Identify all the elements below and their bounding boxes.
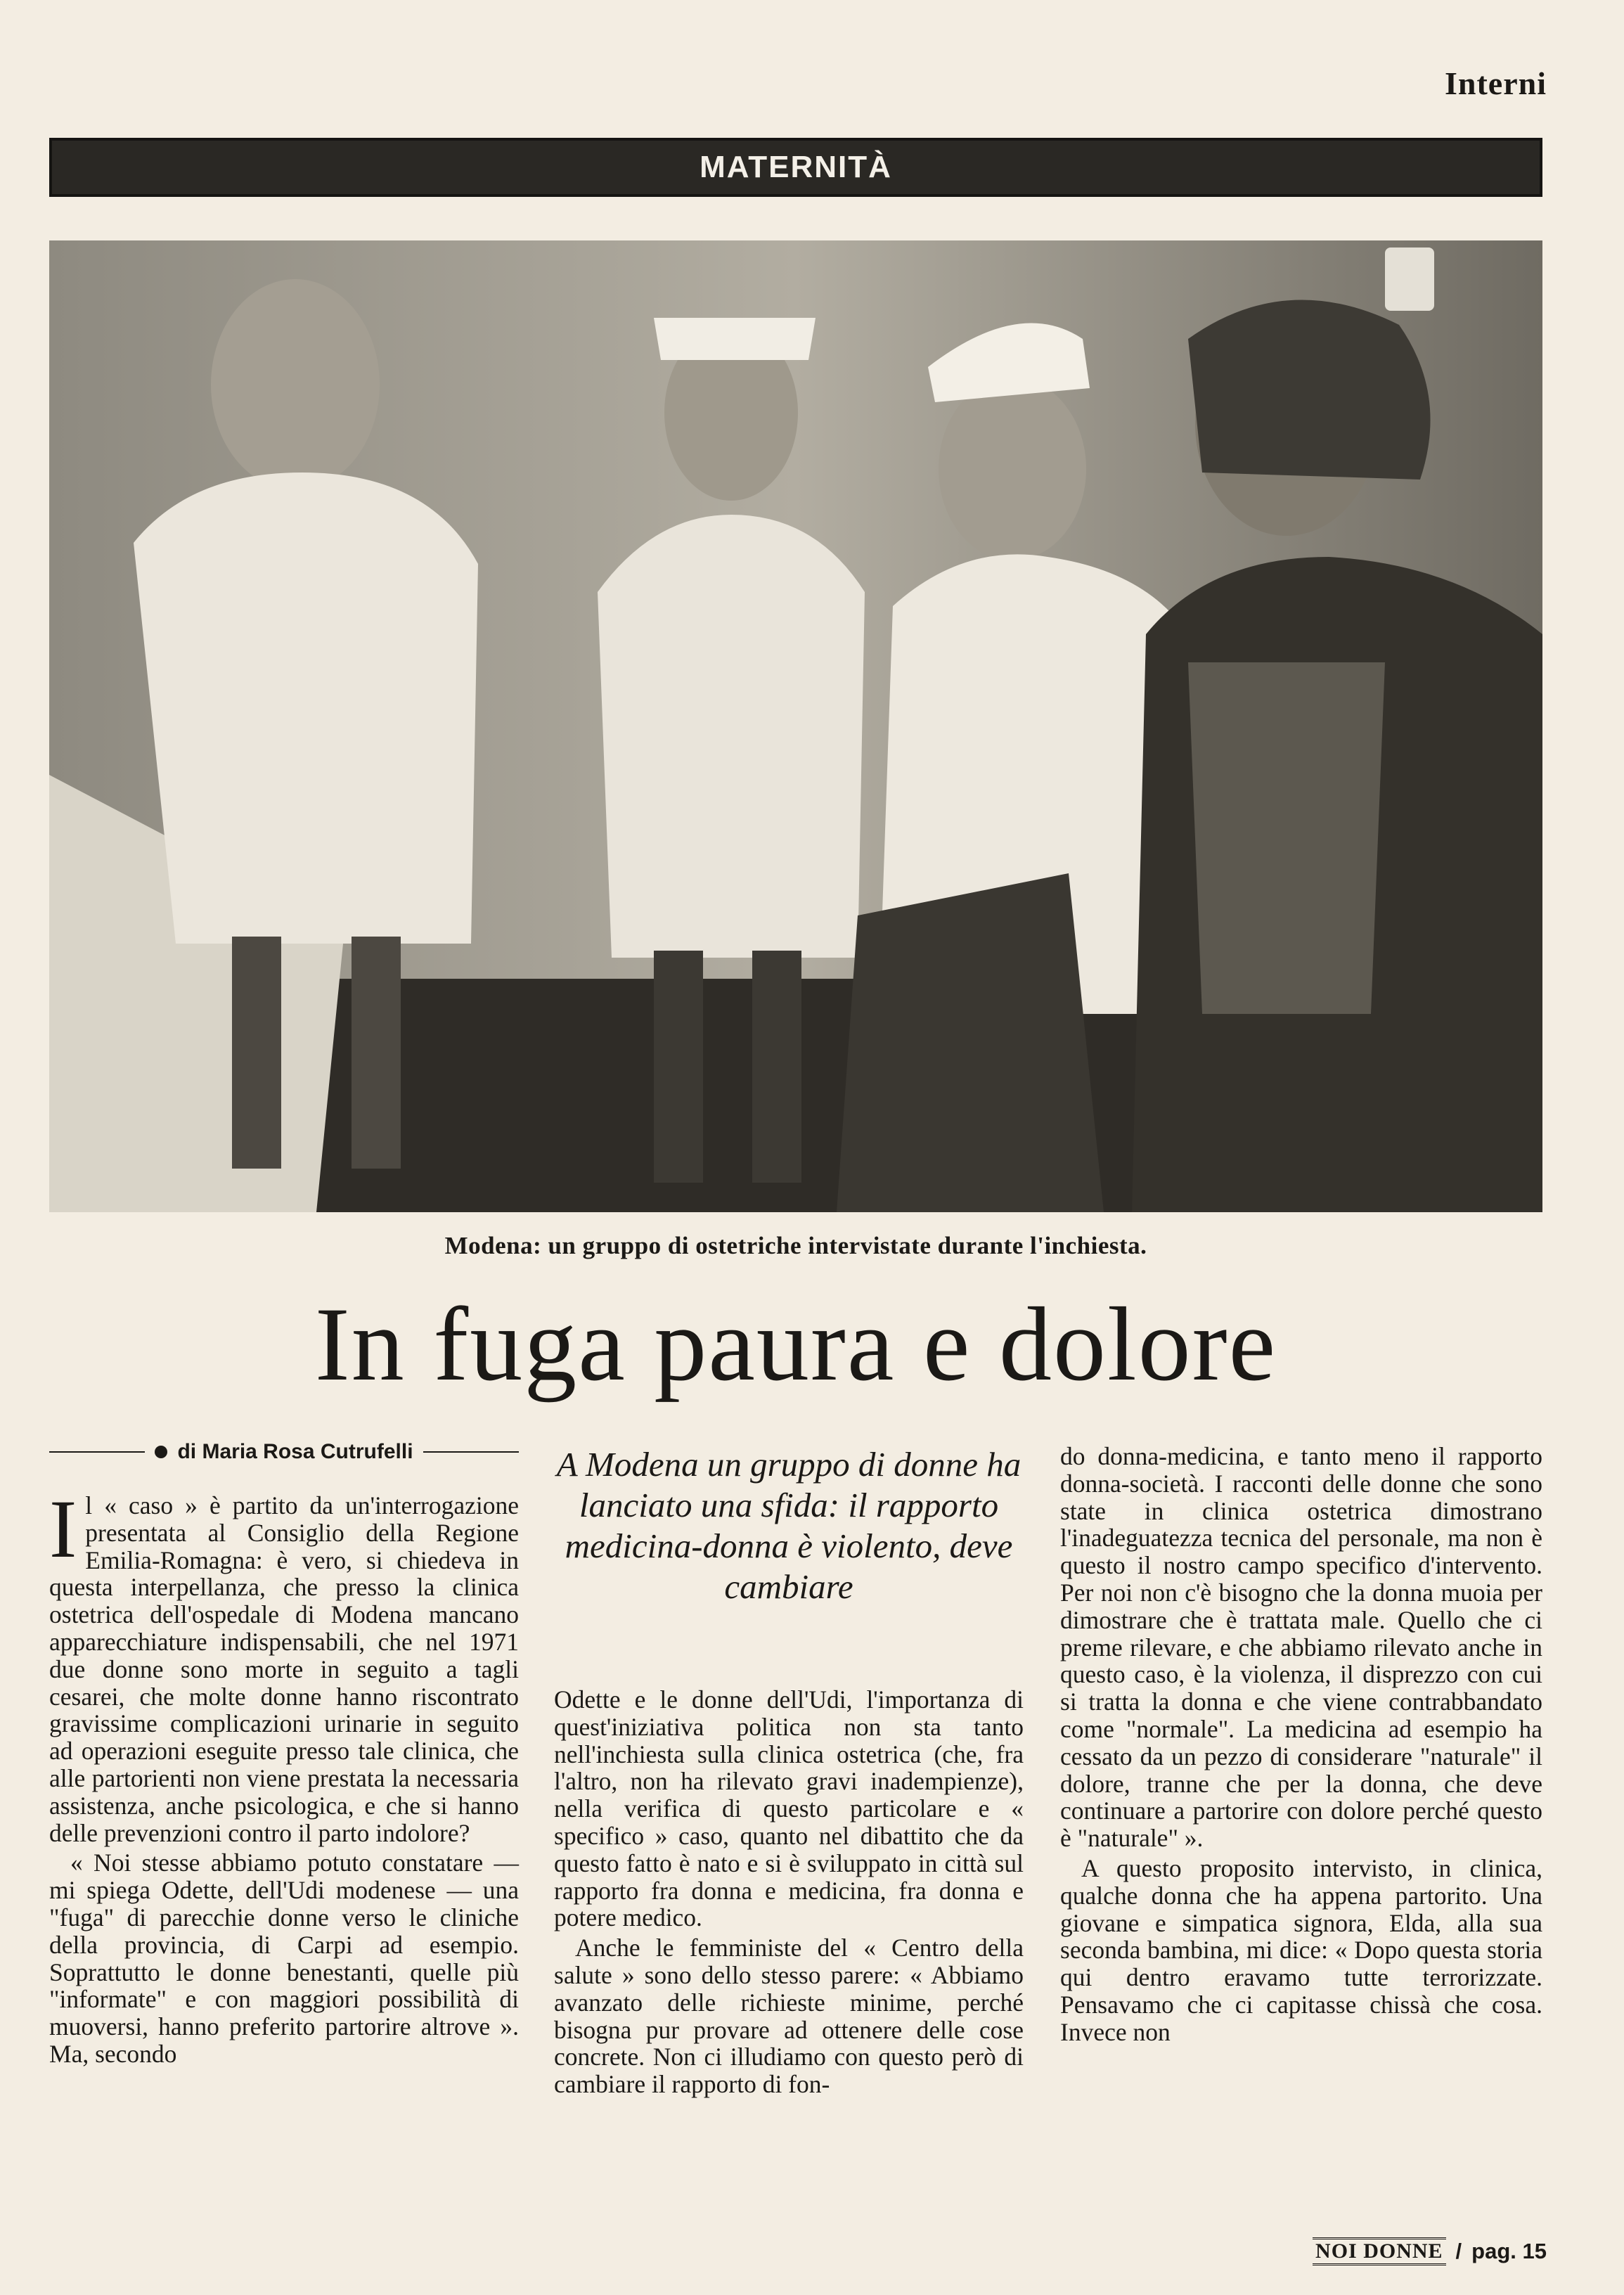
footer-separator: / bbox=[1455, 2239, 1462, 2263]
article-deck: A Modena un gruppo di donne ha lanciato una sfida: il rapporto medicina-donna è violento, deve cambiare bbox=[556, 1445, 1022, 1606]
byline-rule-left bbox=[49, 1451, 145, 1453]
page-number: pag. 15 bbox=[1471, 2239, 1547, 2263]
paragraph bbox=[49, 1483, 519, 1847]
article-column-3 bbox=[1060, 1443, 1542, 2046]
article-headline: In fuga paura e dolore bbox=[314, 1286, 1277, 1403]
rubric-banner bbox=[49, 138, 1542, 197]
paragraph: Anche le femministe del « Centro della salute » sono dello stesso parere: « Abbiamo avanzato delle richieste minime, perché bisogna pur provare ad ottenere delle cose concrete. Non ci illudiamo con questo però di cambiare il rapporto di fon- bbox=[554, 1934, 1024, 2099]
article-column-2 bbox=[554, 1686, 1024, 2098]
drop-cap: I bbox=[49, 1483, 77, 1575]
paragraph-text: l « caso » è partito da un'interrogazione presentata al Consiglio della Regione Emilia-Romagna: è vero, si chiedeva in questa interpellanza, che presso la clinica ostetrica dell'ospedale di Modena mancano apparecchiature indispensabili, che nel 1971 due donne sono morte in seguito a tagli cesarei, che molte donne hanno riscontrato gravissime complicazioni urinarie in seguito ad operazioni eseguite presso tale clinica, che alle partorienti non viene prestata la necessaria assistenza, anche psicologica, e che si hanno delle prevenzioni contro il parto indolore? bbox=[49, 1491, 519, 1847]
rubric-title: MATERNITÀ bbox=[700, 150, 892, 184]
section-label: Interni bbox=[1445, 65, 1547, 101]
bullet-icon bbox=[155, 1446, 167, 1458]
paragraph: Odette e le donne dell'Udi, l'importanza di quest'iniziativa politica non sta tanto nell'inchiesta sulla clinica ostetrica (che, fra l'altro, non ha rilevato gravi inadempienze), nella verifica di questo particolare e « specifico » caso, quanto nel dibattito che da questo fatto è nato e si è sviluppato in città sul rapporto fra donna e medicina, fra donna e potere medico. bbox=[554, 1685, 1024, 1932]
magazine-logo: NOI DONNE bbox=[1313, 2237, 1446, 2265]
page-footer bbox=[1313, 2237, 1547, 2265]
article-photo bbox=[49, 240, 1542, 1212]
byline-author: di Maria Rosa Cutrufelli bbox=[177, 1440, 413, 1463]
article-column-1 bbox=[49, 1483, 519, 2068]
paragraph: « Noi stesse abbiamo potuto constatare — mi spiega Odette, dell'Udi modenese — una "fuga" di parecchie donne verso le cliniche della provincia, di Carpi ad esempio. Soprattutto le donne benestanti, quelle più "informate" e con maggiori possibilità di muoversi, hanno preferito partorire altrove ». Ma, secondo bbox=[49, 1849, 519, 2068]
paragraph: do donna-medicina, e tanto meno il rapporto donna-società. I racconti delle donne che sono state in clinica ostetrica dimostrano l'inadeguatezza tecnica del personale, ma non è questo il nostro campo specifico d'intervento. Per noi non c'è bisogno che la donna muoia per dimostrare che è trattata male. Quello che ci preme rilevare, e che abbiamo rilevato anche in questo caso, è la violenza, il disprezzo con cui si tratta la donna e che viene contrabbandato come "normale". La medicina ad esempio ha cessato da un pezzo di considerare "naturale" il dolore, tranne che per la donna, che deve continuare a partorire con dolore perché questo è "naturale" ». bbox=[1060, 1442, 1542, 1853]
byline bbox=[49, 1440, 519, 1464]
paragraph: A questo proposito intervisto, in clinica, qualche donna che ha appena partorito. Una giovane e simpatica signora, Elda, alla sua seconda bambina, mi dice: « Dopo questa storia qui dentro eravamo tutte terrorizzate. Pensavamo che ci capitasse chissà che cosa. Invece non bbox=[1060, 1853, 1542, 2046]
byline-rule-right bbox=[423, 1451, 519, 1453]
photo-caption: Modena: un gruppo di ostetriche intervistate durante l'inchiesta. bbox=[444, 1232, 1147, 1259]
